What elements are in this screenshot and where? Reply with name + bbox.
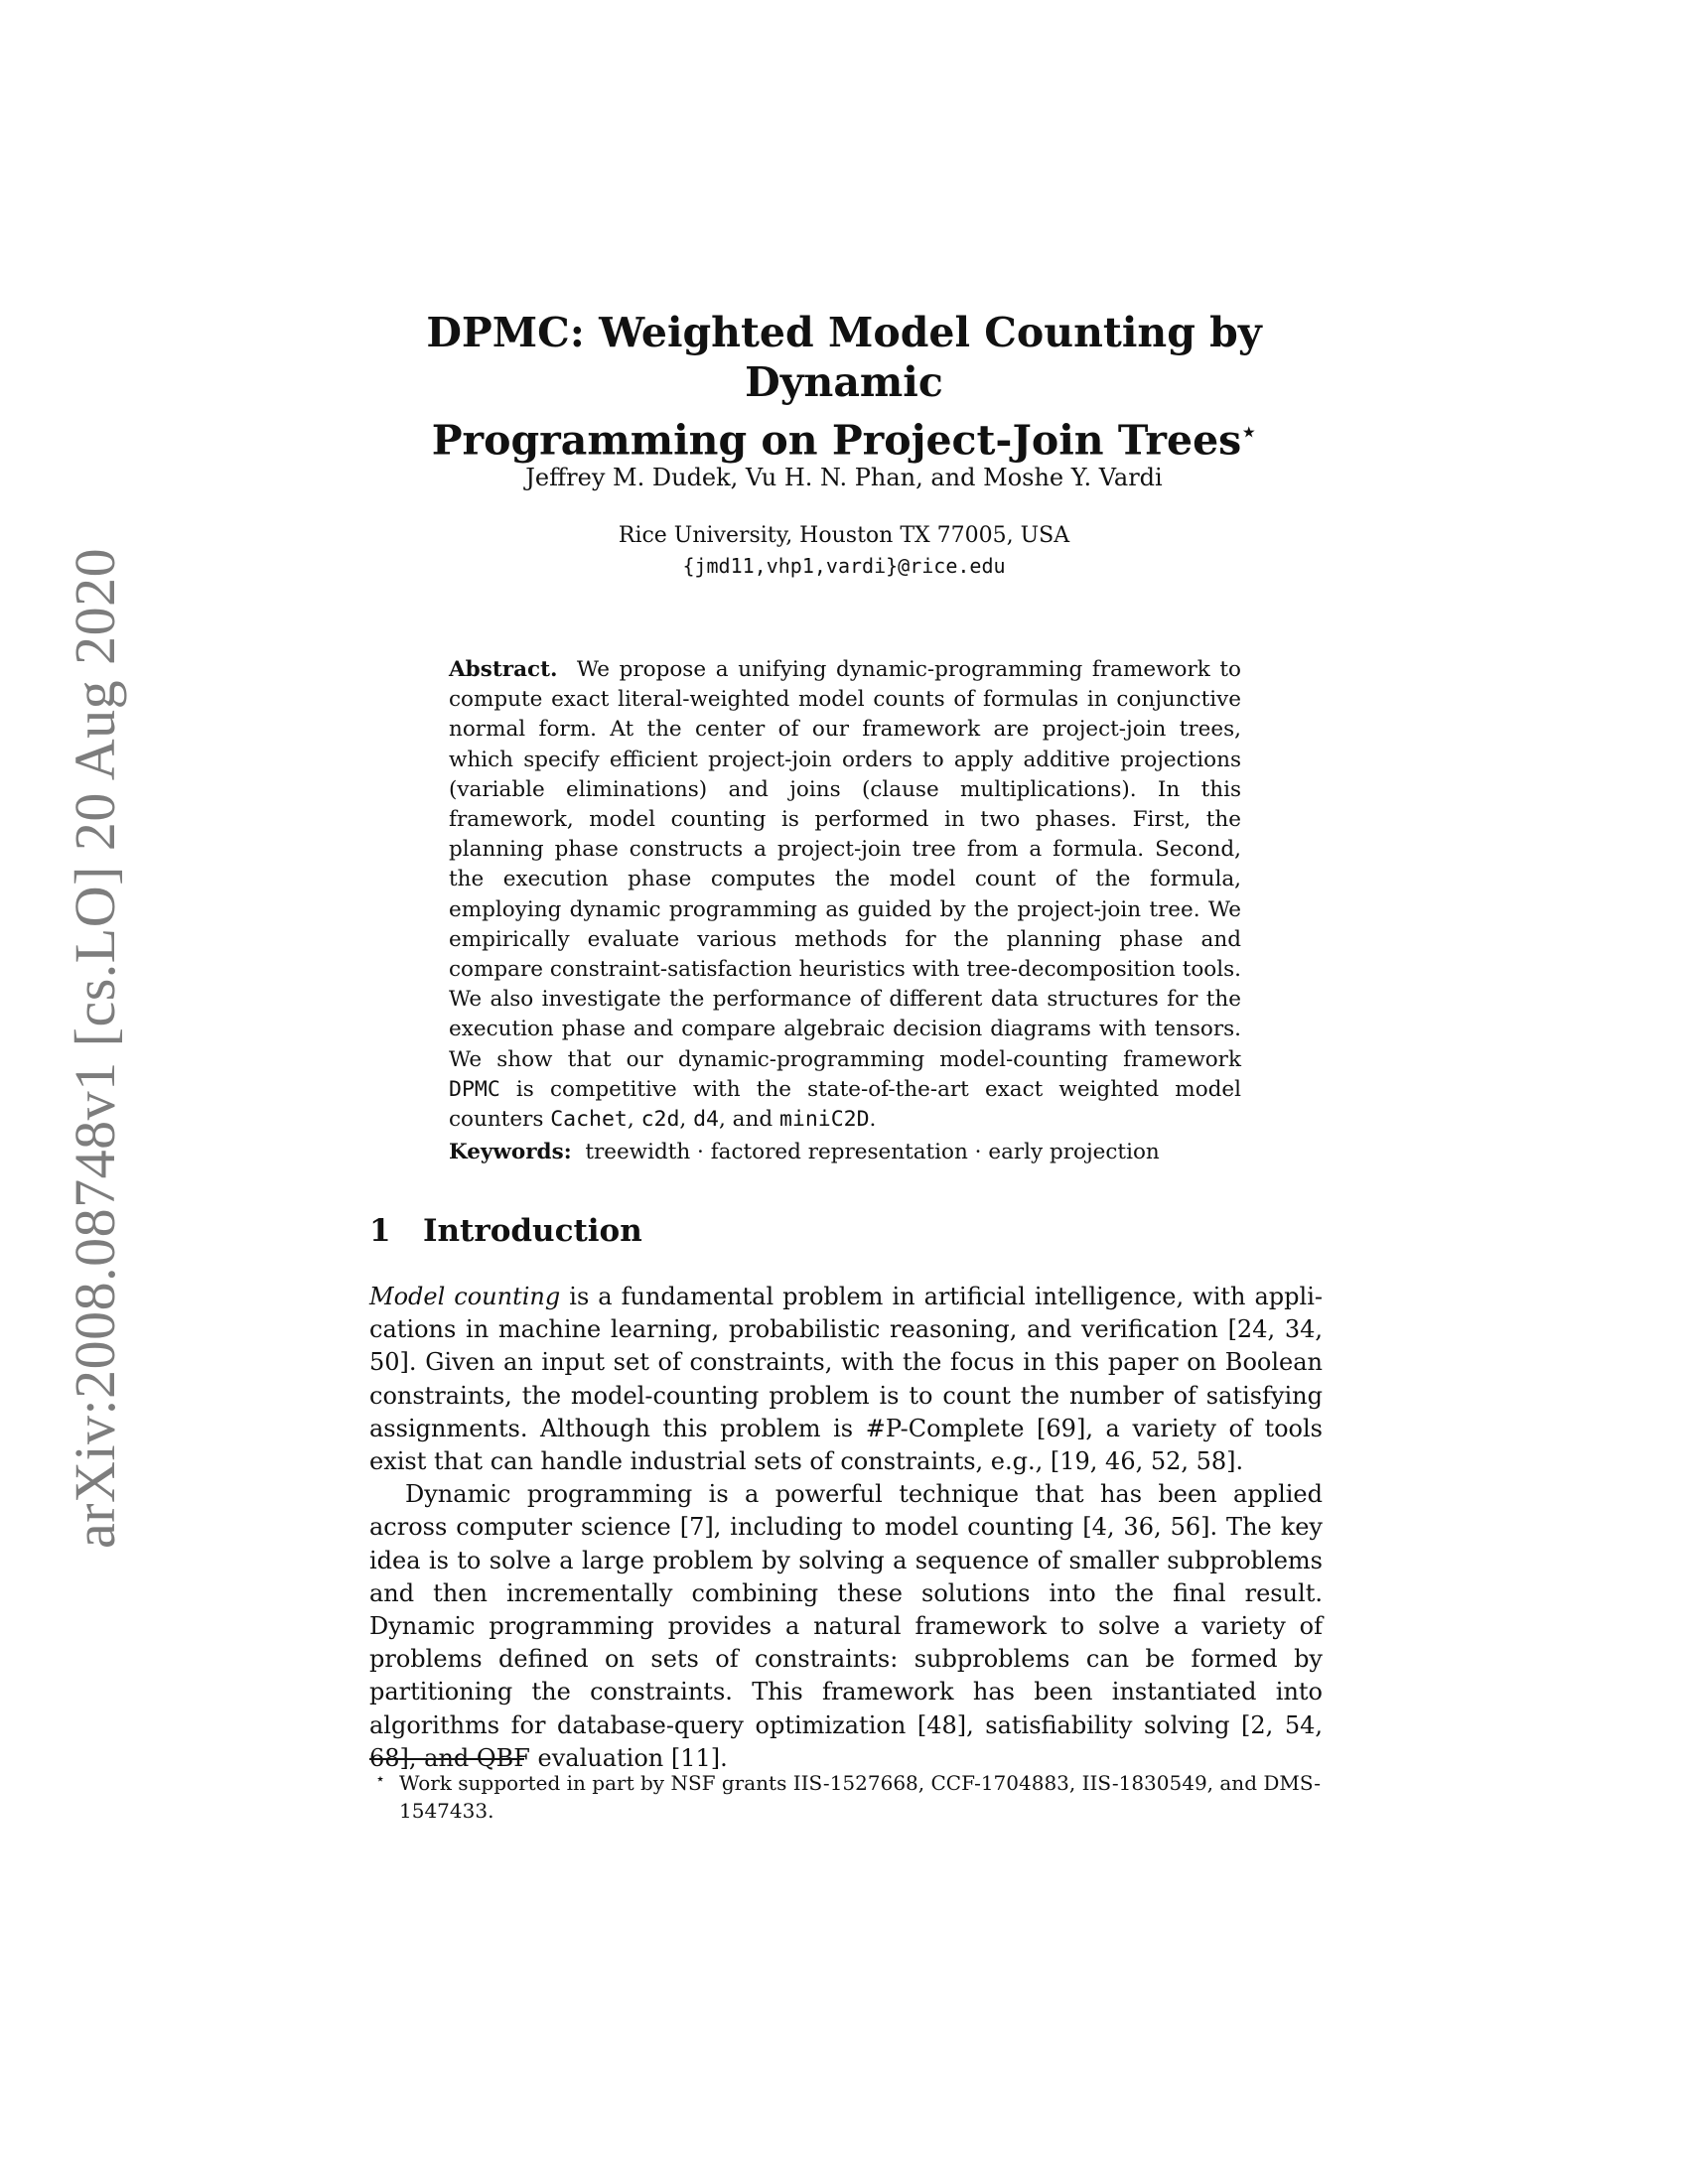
author-list: Jeffrey M. Dudek, Vu H. N. Phan, and Moshe Y. Vardi (525, 464, 1163, 491)
keywords-label: Keywords: (449, 1140, 572, 1164)
tool-name-d4: d4 (693, 1107, 719, 1133)
section-heading (369, 1213, 1323, 1249)
section-number: 1 (369, 1213, 391, 1249)
introduction-body (369, 1281, 1323, 1775)
tool-name-dpmc: DPMC (449, 1076, 500, 1102)
tool-name-cachet: Cachet (550, 1107, 628, 1133)
tool-name-c2d: c2d (640, 1107, 680, 1133)
paper-title (338, 308, 1350, 466)
footnote-text: Work supported in part by NSF grants IIS-1527668, CCF-1704883, IIS-1830549, and DMS-1547433. (399, 1771, 1322, 1823)
abstract (449, 655, 1241, 1135)
abstract-separator: , (679, 1107, 687, 1133)
abstract-separator: , (627, 1107, 634, 1133)
keywords-text: treewidth · factored representation · early projection (585, 1140, 1160, 1164)
footnote (369, 1769, 1323, 1825)
emphasized-term: Model counting (369, 1283, 561, 1310)
keywords (449, 1138, 1241, 1167)
affiliation-block (338, 521, 1350, 581)
paragraph (369, 1281, 1323, 1478)
abstract-label: Abstract. (449, 657, 558, 682)
arxiv-identifier-stamp: arXiv:2008.08748v1 [cs.LO] 20 Aug 2020 (63, 547, 127, 1549)
abstract-text-b: is competitive with the state-of-the-art exact weighted model counters (449, 1076, 1241, 1133)
title-footnote-mark: ⋆ (1241, 417, 1257, 446)
abstract-separator: , and (718, 1107, 774, 1133)
abstract-text-a: We propose a unifying dynamic-programming framework to compute exact literal-weighted model counts of formulas in conjunctive normal form. At the center of our framework are project-join trees, which specify efficient project-join orders to apply additive projections (variable eliminations) and joins (clause multiplications). In this framework, model counting is performed in two phases. First, the planning phase constructs a project-join tree from a formula. Second, the execution phase computes the model count of the formula, employing dynamic programming as guided by the project-join tree. We empirically evaluate various methods for the planning phase and compare constraint-satisfaction heuristics with tree-decomposition tools. We also investigate the performance of different data structures for the execution phase and compare algebraic decision diagrams with tensors. We show that our dynamic-programming model-counting framework (449, 657, 1242, 1072)
abstract-end: . (869, 1107, 877, 1133)
affiliation-address: Rice University, Houston TX 77005, USA (618, 523, 1070, 548)
paragraph: Dynamic programming is a powerful technique that has been applied across computer science [7], including to model counting [4, 36, 56]. The key idea is to solve a large problem by solving a sequence of smaller subproblems and then incrementally combining these solutions into the final result. Dynamic programming provides a natural framework to solve a variety of problems defined on sets of constraints: subproblems can be formed by partitioning the constraints. This framework has been instantiated into algorithms for database-query optimization [48], satisfiability solving [2, 54, 68], and QBF evaluation [11]. (369, 1480, 1323, 1772)
title-line-2: Programming on Project-Join Trees (431, 416, 1242, 465)
footnote-mark: ⋆ (375, 1769, 386, 1788)
author-emails: {jmd11,vhp1,vardi}@rice.edu (682, 554, 1006, 578)
section-title: Introduction (423, 1213, 642, 1249)
footnote-rule (369, 1758, 524, 1760)
tool-name-minic2d: miniC2D (778, 1107, 870, 1133)
paragraph-text: is a fundamental problem in artificial intelligence, with applications in machine learning, probabilistic reasoning, and verification [24, 34, 50]. Given an input set of constraints, with the focus in this paper on Boolean constraints, the model-counting problem is to count the number of satisfying assignments. Although this problem is #P-Complete [69], a variety of tools exist that can handle industrial sets of constraints, e.g., [19, 46, 52, 58]. (369, 1283, 1323, 1476)
title-line-1: DPMC: Weighted Model Counting by Dynamic (426, 309, 1262, 406)
